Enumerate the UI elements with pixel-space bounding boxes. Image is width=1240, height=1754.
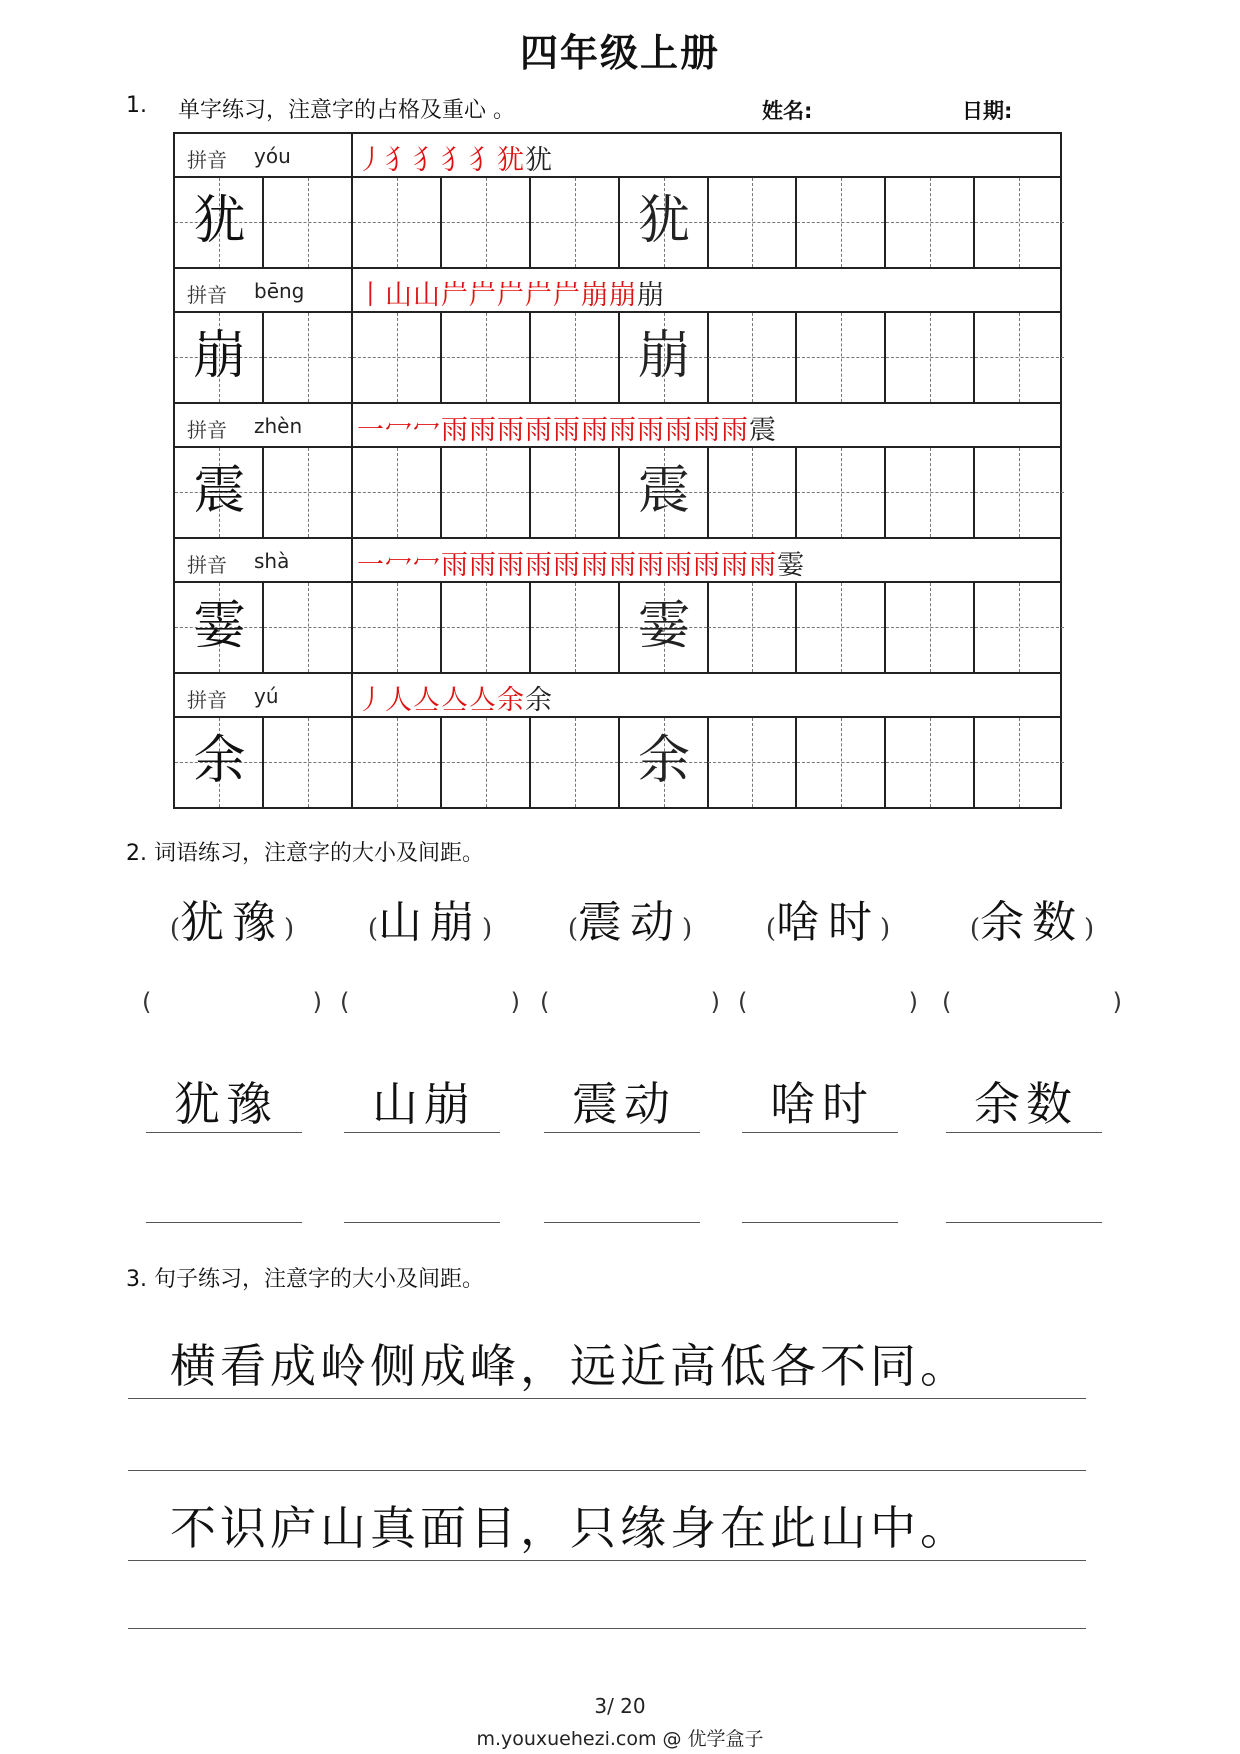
stroke-step: 雨 — [721, 415, 749, 446]
stroke-step: 余 — [497, 685, 525, 716]
writing-cell[interactable] — [353, 448, 442, 537]
stroke-step: 崩 — [609, 280, 637, 311]
stroke-step: 雨 — [693, 415, 721, 446]
stroke-step: 雨 — [441, 550, 469, 581]
writing-line[interactable] — [128, 1560, 1086, 1561]
stroke-step: 亼 — [441, 685, 469, 716]
stroke-step: 犭 — [469, 145, 497, 176]
stroke-step: 霎 — [777, 550, 805, 581]
stroke-step: 冖 — [413, 415, 441, 446]
stroke-step: 雨 — [581, 550, 609, 581]
writing-line[interactable] — [946, 1222, 1102, 1223]
writing-cell[interactable] — [442, 583, 531, 672]
stroke-step: 一 — [357, 415, 385, 446]
char-block — [173, 132, 1062, 267]
char-block — [173, 267, 1062, 402]
writing-cell[interactable] — [531, 448, 620, 537]
section1-heading: 单字练习，注意字的占格及重心 。 — [178, 98, 515, 123]
footer-site: m.youxuehezi.com @ 优学盒子 — [476, 1728, 764, 1750]
stroke-step: 雨 — [665, 415, 693, 446]
stroke-step: 屵 — [469, 280, 497, 311]
writing-cell[interactable] — [353, 313, 442, 402]
stroke-step: 冖 — [413, 550, 441, 581]
trace-word: 山崩 — [372, 1077, 476, 1131]
writing-cell[interactable] — [620, 178, 709, 267]
stroke-step: 山 — [413, 280, 441, 311]
sentence-text: 不识庐山真面目，只缘身在此山中。 — [170, 1501, 970, 1555]
writing-line[interactable] — [544, 1222, 700, 1223]
stroke-step: 雨 — [497, 550, 525, 581]
trace-character: 震 — [637, 461, 690, 521]
character-practice-grid — [173, 132, 1062, 809]
writing-cell[interactable] — [620, 583, 709, 672]
pinyin-value: shà — [254, 549, 290, 573]
writing-cell[interactable] — [708, 718, 797, 807]
stroke-step: 人 — [385, 685, 413, 716]
stroke-order — [357, 543, 805, 582]
stroke-step: 屵 — [497, 280, 525, 311]
writing-cell[interactable] — [975, 178, 1064, 267]
model-character: 崩 — [193, 326, 246, 386]
writing-line[interactable] — [128, 1398, 1086, 1399]
stroke-order — [357, 273, 665, 312]
date-label: 日期: — [962, 99, 1013, 123]
stroke-step: 丨 — [357, 280, 385, 311]
stroke-step: 雨 — [609, 415, 637, 446]
writing-line[interactable] — [344, 1222, 500, 1223]
writing-cell[interactable] — [264, 583, 353, 672]
stroke-step: 雨 — [553, 415, 581, 446]
pinyin-row — [175, 269, 1060, 313]
word-with-paren: (震动) — [567, 897, 693, 948]
stroke-step: 崩 — [581, 280, 609, 311]
stroke-step: 屵 — [553, 280, 581, 311]
stroke-step: 雨 — [469, 550, 497, 581]
writing-cell[interactable] — [975, 448, 1064, 537]
writing-cell[interactable] — [975, 583, 1064, 672]
stroke-step: 雨 — [581, 415, 609, 446]
writing-cell[interactable] — [531, 178, 620, 267]
trace-word: 震动 — [572, 1077, 676, 1131]
stroke-step: 犹 — [497, 145, 525, 176]
stroke-step: 犭 — [385, 145, 413, 176]
word-text: 山崩 — [378, 897, 482, 948]
pinyin-row — [175, 134, 1060, 178]
stroke-step: 一 — [357, 550, 385, 581]
writing-cell[interactable] — [797, 718, 886, 807]
word-with-paren: (啥时) — [765, 897, 891, 948]
pinyin-label: 拼音 — [187, 418, 227, 442]
stroke-step: 山 — [385, 280, 413, 311]
writing-cell[interactable] — [797, 178, 886, 267]
writing-cell[interactable] — [442, 313, 531, 402]
writing-cell[interactable] — [708, 583, 797, 672]
page-title: 四年级上册 — [519, 31, 720, 75]
writing-cell[interactable] — [353, 718, 442, 807]
writing-cell[interactable] — [442, 448, 531, 537]
writing-cell[interactable] — [175, 583, 264, 672]
writing-line[interactable] — [946, 1132, 1102, 1133]
writing-cell[interactable] — [975, 313, 1064, 402]
writing-cell[interactable] — [620, 718, 709, 807]
writing-cell[interactable] — [886, 448, 975, 537]
section3-heading: 3. 句子练习，注意字的大小及间距。 — [126, 1267, 484, 1292]
writing-line[interactable] — [128, 1628, 1086, 1629]
stroke-step: 雨 — [721, 550, 749, 581]
pinyin-row — [175, 539, 1060, 583]
stroke-step: 冖 — [385, 550, 413, 581]
writing-line[interactable] — [146, 1222, 302, 1223]
writing-cell[interactable] — [975, 718, 1064, 807]
trace-word: 余数 — [974, 1077, 1078, 1131]
pinyin-value: bēng — [254, 279, 305, 303]
pinyin-row — [175, 404, 1060, 448]
writing-cell[interactable] — [708, 178, 797, 267]
stroke-step: 崩 — [637, 280, 665, 311]
writing-cell[interactable] — [442, 178, 531, 267]
stroke-step: 震 — [749, 415, 777, 446]
stroke-step: 亼 — [469, 685, 497, 716]
pinyin-value: yú — [254, 684, 279, 708]
pinyin-row — [175, 674, 1060, 718]
pinyin-label: 拼音 — [187, 553, 227, 577]
writing-cell[interactable] — [531, 313, 620, 402]
word-text: 余数 — [980, 897, 1084, 948]
writing-cell[interactable] — [175, 448, 264, 537]
word-with-paren: (山崩) — [367, 897, 493, 948]
stroke-step: 雨 — [665, 550, 693, 581]
trace-character: 崩 — [637, 326, 690, 386]
writing-cell[interactable] — [620, 313, 709, 402]
stroke-step: 雨 — [609, 550, 637, 581]
stroke-step: 雨 — [525, 415, 553, 446]
writing-cell[interactable] — [175, 178, 264, 267]
stroke-step: 亼 — [413, 685, 441, 716]
writing-cell[interactable] — [264, 178, 353, 267]
stroke-step: 雨 — [525, 550, 553, 581]
word-text: 震动 — [578, 897, 682, 948]
writing-cell[interactable] — [442, 718, 531, 807]
writing-cell[interactable] — [264, 448, 353, 537]
writing-cell[interactable] — [886, 313, 975, 402]
trace-word: 犹豫 — [174, 1077, 278, 1131]
stroke-order — [357, 408, 777, 447]
name-label: 姓名: — [762, 99, 813, 123]
writing-cell[interactable] — [175, 718, 264, 807]
pinyin-value: zhèn — [254, 414, 303, 438]
writing-line[interactable] — [344, 1132, 500, 1133]
stroke-step: 丿 — [357, 145, 385, 176]
writing-cell[interactable] — [797, 313, 886, 402]
char-block — [173, 537, 1062, 672]
writing-cell[interactable] — [708, 313, 797, 402]
writing-cell[interactable] — [797, 448, 886, 537]
word-with-paren: (余数) — [969, 897, 1095, 948]
stroke-step: 雨 — [637, 415, 665, 446]
writing-cell[interactable] — [531, 583, 620, 672]
stroke-step: 屵 — [525, 280, 553, 311]
stroke-step: 雨 — [553, 550, 581, 581]
char-block — [173, 402, 1062, 537]
writing-line[interactable] — [544, 1132, 700, 1133]
word-text: 啥时 — [776, 897, 880, 948]
trace-character: 霎 — [637, 596, 690, 656]
writing-cell[interactable] — [264, 313, 353, 402]
model-character: 霎 — [193, 596, 246, 656]
writing-cell[interactable] — [797, 583, 886, 672]
stroke-order — [357, 138, 553, 177]
writing-cell[interactable] — [264, 718, 353, 807]
writing-line[interactable] — [742, 1132, 898, 1133]
stroke-step: 冖 — [385, 415, 413, 446]
stroke-step: 犭 — [441, 145, 469, 176]
stroke-step: 雨 — [441, 415, 469, 446]
word-with-paren: (犹豫) — [169, 897, 295, 948]
stroke-step: 屵 — [441, 280, 469, 311]
writing-cell[interactable] — [886, 583, 975, 672]
writing-line[interactable] — [742, 1222, 898, 1223]
writing-cell[interactable] — [353, 583, 442, 672]
stroke-step: 雨 — [693, 550, 721, 581]
page-number: 3/ 20 — [594, 1694, 646, 1718]
writing-line[interactable] — [146, 1132, 302, 1133]
pinyin-label: 拼音 — [187, 283, 227, 307]
section1-number: 1. — [126, 93, 147, 118]
pinyin-label: 拼音 — [187, 148, 227, 172]
trace-character: 犹 — [637, 191, 690, 251]
stroke-step: 犹 — [525, 145, 553, 176]
writing-line[interactable] — [128, 1470, 1086, 1471]
stroke-step: 雨 — [469, 415, 497, 446]
model-character: 犹 — [193, 191, 246, 251]
writing-cell[interactable] — [353, 178, 442, 267]
char-block — [173, 672, 1062, 809]
stroke-step: 雨 — [497, 415, 525, 446]
writing-cell[interactable] — [620, 448, 709, 537]
stroke-step: 丿 — [357, 685, 385, 716]
writing-cell[interactable] — [531, 718, 620, 807]
trace-word: 啥时 — [770, 1077, 874, 1131]
sentence-text: 横看成岭侧成峰，远近高低各不同。 — [170, 1339, 970, 1393]
writing-cell[interactable] — [175, 313, 264, 402]
writing-cell[interactable] — [886, 718, 975, 807]
writing-cell[interactable] — [886, 178, 975, 267]
stroke-order — [357, 678, 553, 717]
model-character: 余 — [193, 731, 246, 791]
trace-character: 余 — [637, 731, 690, 791]
stroke-step: 余 — [525, 685, 553, 716]
writing-cell[interactable] — [708, 448, 797, 537]
stroke-step: 雨 — [637, 550, 665, 581]
word-text: 犹豫 — [180, 897, 284, 948]
pinyin-label: 拼音 — [187, 688, 227, 712]
section2-heading: 2. 词语练习，注意字的大小及间距。 — [126, 841, 484, 866]
stroke-step: 雨 — [749, 550, 777, 581]
pinyin-value: yóu — [254, 144, 291, 168]
model-character: 震 — [193, 461, 246, 521]
stroke-step: 犭 — [413, 145, 441, 176]
